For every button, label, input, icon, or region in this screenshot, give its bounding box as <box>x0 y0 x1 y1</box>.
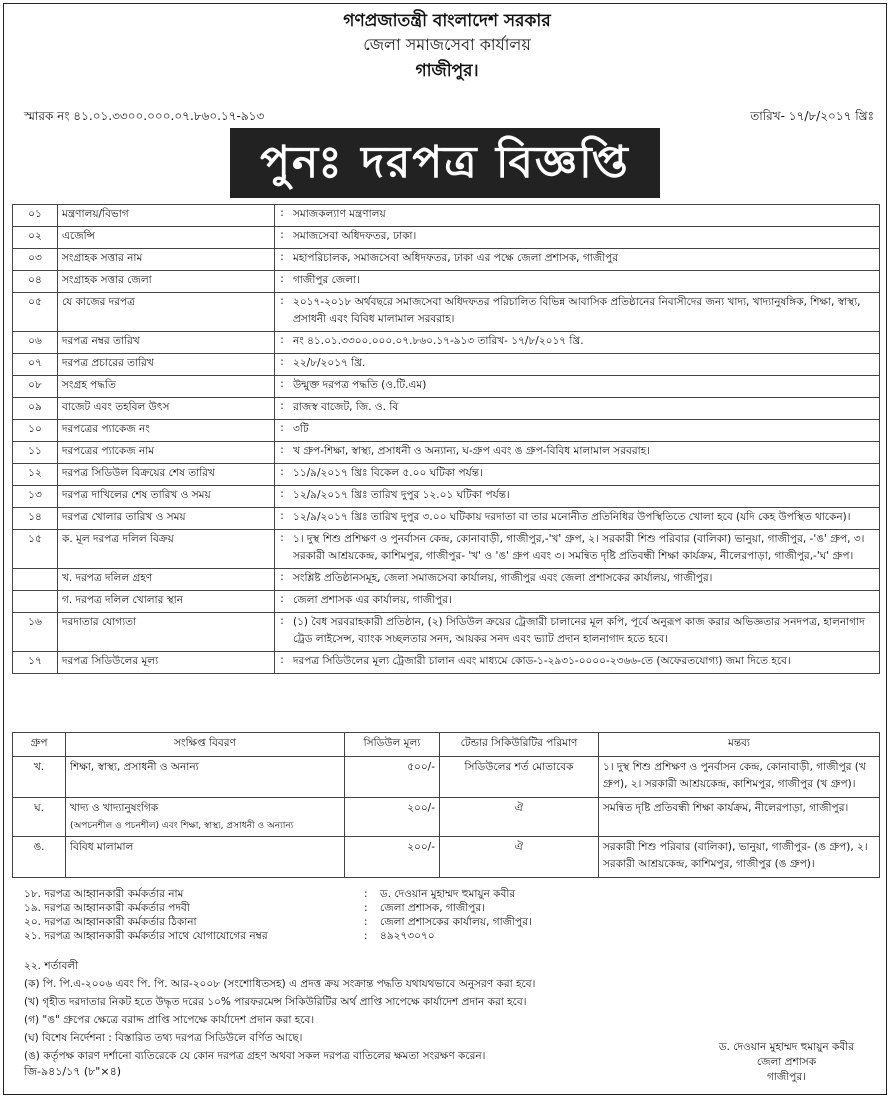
table-row <box>13 249 880 271</box>
signatory-name: ড. দেওয়ান মুহাম্মদ হুমায়ুন কবীর <box>718 1041 854 1053</box>
table-row <box>13 569 880 591</box>
row-value: সমাজকল্যাণ মন্ত্রণালয় <box>289 205 880 227</box>
contact-key: ১৯. দরপত্র আহ্বানকারী কর্মকর্তার পদবী <box>24 902 190 914</box>
group-col-header: টেন্ডার সিকিউরিটির পরিমাণ <box>440 733 599 757</box>
group-row <box>13 757 880 798</box>
signatory-title: জেলা প্রশাসক <box>756 1056 817 1068</box>
row-label: যে কাজের দরপত্র <box>58 293 275 332</box>
row-label: এজেন্সি <box>58 227 275 249</box>
colon-sep: : <box>275 613 290 652</box>
tender-security: ঐ <box>440 798 599 837</box>
signatory-place: গাজীপুর। <box>766 1071 806 1083</box>
colon-sep: : <box>275 205 290 227</box>
row-number: ১২ <box>13 464 58 486</box>
row-label: দরপত্র সিডিউল বিক্রয়ের শেষ তারিখ <box>58 464 275 486</box>
row-label: দরপত্র খোলার তারিখ ও সময় <box>58 508 275 530</box>
group-desc-main: বিবিধ মালামাল <box>70 841 134 853</box>
table-row <box>13 486 880 508</box>
notice-date: তারিখ- ১৭/৮/২০১৭ খ্রিঃ <box>750 109 874 123</box>
contact-info <box>24 887 532 943</box>
group-row <box>13 798 880 837</box>
row-number: ১৩ <box>13 486 58 508</box>
row-label: মন্ত্রণালয়/বিভাগ <box>58 205 275 227</box>
row-value: উন্মুক্ত দরপত্র পদ্ধতি (ও.টি.এম) <box>289 376 880 398</box>
contact-row <box>24 929 532 943</box>
row-label: সংগ্রাহক সত্তার জেলা <box>58 271 275 293</box>
table-row <box>13 464 880 486</box>
row-value: গাজীপুর জেলা। <box>289 271 880 293</box>
group-note: সরকারী শিশু পরিবার (বালিকা), ভানুয়া, গাজীপুর- (ঙ গ্রুপ), ২। সরকারী আশ্রয়কেন্দ্র, কাশিমপুর, গাজীপুর (ঙ গ্রুপ)। <box>599 837 880 878</box>
colon-sep: : <box>275 464 290 486</box>
colon-sep: : <box>275 354 290 376</box>
row-label: দরপত্রের প্যাকেজ নং <box>58 420 275 442</box>
row-number <box>13 591 58 613</box>
colon-sep: : <box>275 249 290 271</box>
schedule-price: ২০০/- <box>345 837 440 878</box>
colon-sep: : <box>275 227 290 249</box>
contact-key: ২১. দরপত্র আহ্বানকারী কর্মকর্তার সাথে যোগাযোগের নম্বর <box>24 930 268 942</box>
memo-number: স্মারক নং ৪১.০১.৩৩০০.০০০.০৭.৮৬০.১৭-৯১৩ <box>24 109 265 123</box>
group-desc <box>66 837 345 878</box>
row-label: দরপত্র নম্বর তারিখ <box>58 332 275 354</box>
group-col-header: সিডিউল মূল্য <box>345 733 440 757</box>
colon-sep: : <box>364 902 368 914</box>
row-number: ১৬ <box>13 613 58 652</box>
table-row <box>13 530 880 569</box>
row-number: ১৪ <box>13 508 58 530</box>
contact-value: জেলা প্রশাসক, গাজীপুর। <box>380 902 485 914</box>
colon-sep: : <box>275 652 290 674</box>
tender-details-table <box>12 204 880 674</box>
colon-sep: : <box>275 271 290 293</box>
row-value: ১১/৯/২০১৭ খ্রিঃ বিকেল ৫.০০ ঘটিকা পর্যন্ত। <box>289 464 880 486</box>
row-number: ১১ <box>13 442 58 464</box>
contact-value: ৪৯২৭৩০৭০ <box>380 930 435 942</box>
row-number: ০৩ <box>13 249 58 271</box>
row-label: বাজেট এবং তহবিল উৎস <box>58 398 275 420</box>
table-row <box>13 398 880 420</box>
row-label: দরপত্র দাখিলের শেষ তারিখ ও সময় <box>58 486 275 508</box>
contact-row <box>24 887 532 901</box>
row-value: রাজস্ব বাজেট, জি. ও. বি <box>289 398 880 420</box>
colon-sep: : <box>275 293 290 332</box>
table-row <box>13 205 880 227</box>
colon-sep: : <box>275 376 290 398</box>
colon-sep: : <box>364 916 368 928</box>
colon-sep: : <box>364 930 368 942</box>
colon-sep: : <box>275 591 290 613</box>
table-row <box>13 442 880 464</box>
contact-value: জেলা প্রশাসকের কার্যালয়, গাজীপুর। <box>380 916 532 928</box>
row-value: নং ৪১.০১.৩৩০০.০০০.০৭.৮৬০.১৭-৯১৩ তারিখ- ১৭/৮/২০১৭ খ্রি. <box>289 332 880 354</box>
row-value: সংশ্লিষ্ট প্রতিষ্ঠানসমূহ, জেলা সমাজসেবা কার্যালয়, গাজীপুর এবং জেলা প্রশাসকের কার্যালয়, গাজীপুর। <box>289 569 880 591</box>
row-number <box>13 569 58 591</box>
row-label: সংগ্রহ পদ্ধতি <box>58 376 275 398</box>
row-number: ০৪ <box>13 271 58 293</box>
signature-block <box>719 1040 854 1085</box>
table-row <box>13 613 880 652</box>
table-row <box>13 652 880 674</box>
row-number: ০৮ <box>13 376 58 398</box>
colon-sep: : <box>364 888 368 900</box>
colon-sep: : <box>275 332 290 354</box>
condition-item: (ঙ) কর্তৃপক্ষ কারণ দর্শানো ব্যতিরেকে যে কোন দরপত্র গ্রহণ অথবা সকল দরপত্র বাতিলের ক্ষমতা সংরক্ষণ করেন। <box>24 1050 486 1062</box>
group-code: ঙ. <box>13 837 66 878</box>
contact-row <box>24 901 532 915</box>
group-row <box>13 837 880 878</box>
row-value: ১২/৯/২০১৭ খ্রিঃ তারিখ দুপুর ১২.০১ ঘটিকা পর্যন্ত। <box>289 486 880 508</box>
schedule-price: ৫০০/- <box>345 757 440 798</box>
group-table <box>12 732 880 878</box>
table-row <box>13 376 880 398</box>
condition-item: (খ) গৃহীত দরদাতার নিকট হতে উদ্ধৃত দরের ১০% পারফরমেন্স সিকিউরিটির অর্থ প্রাপ্তি সাপেক্ষে কার্যাদেশ প্রদান করা হবে। <box>24 996 527 1008</box>
row-number: ০২ <box>13 227 58 249</box>
conditions <box>24 957 535 1065</box>
row-value: মহাপরিচালক, সমাজসেবা অধিদফতর, ঢাকা এর পক্ষে জেলা প্রশাসক, গাজীপুর <box>289 249 880 271</box>
row-value: দরপত্র সিডিউলের মূল্য ট্রেজারী চালান এবং মাধ্যমে কোড-১-২৯৩১-০০০০-২৩৬৬-তে (অফেরতযোগ্য) জমা দিতে হবে। <box>289 652 880 674</box>
colon-sep: : <box>275 486 290 508</box>
row-value: ৩টি <box>289 420 880 442</box>
condition-item: (গ) "ঙ" গ্রুপের ক্ষেত্রে বরাদ্দ প্রাপ্তি সাপেক্ষে কার্যাদেশ প্রদান করা হবে। <box>24 1014 315 1026</box>
table-row <box>13 591 880 613</box>
row-label: ক. মূল দরপত্র দলিল বিক্রয় <box>58 530 275 569</box>
notice-banner: পুনঃ দরপত্র বিজ্ঞপ্তি <box>230 128 660 198</box>
row-label: দরদাতার যোগ্যতা <box>58 613 275 652</box>
table-row <box>13 271 880 293</box>
row-label: গ. দরপত্র দলিল খোলার স্থান <box>58 591 275 613</box>
row-number: ০৫ <box>13 293 58 332</box>
row-value: (১) বৈধ সরবরাহকারী প্রতিষ্ঠান, (২) সিডিউল ক্রয়ের ট্রেজারী চালানের মূল কপি, পূর্বে অনুরূপ কাজ করার অভিজ্ঞতার সনদপত্র, হালনাগাদ ট্রেড লাইসেন্স, ব্যাংক সচ্ছলতার সনদ, আয়কর সনদ এবং ভ্যাট প্রদান হালনাগাদ হতে হবে। <box>289 613 880 652</box>
contact-key: ১৮. দরপত্র আহ্বানকারী কর্মকর্তার নাম <box>24 888 184 900</box>
row-value: খ গ্রুপ-শিক্ষা, স্বাস্থ্য, প্রসাধনী ও অন্যান্য, ঘ-গ্রুপ এবং ঙ গ্রুপ-বিবিধ মালামাল সরবরাহ। <box>289 442 880 464</box>
ad-reference: জি-৯৪১/১৭ (৮"×৪) <box>24 1065 121 1078</box>
row-value: ১। দুস্থ শিশু প্রশিক্ষণ ও পুনর্বাসন কেন্দ্র, কোনাবাড়ী, গাজীপুর,-'খ' গ্রুপ, ২। সরকারী শিশু পরিবার (বালিকা) ভানুয়া, গাজীপুর, -'ঙ' গ্রুপ, ৩। সরকারী আশ্রয়কেন্দ্র, কাশিমপুর, গাজীপুর- 'খ' ও 'ঙ' গ্রুপ এবং ৩। সমন্বিত দৃষ্টি প্রতিবন্ধী শিক্ষা কার্যক্রম, নীলেরপাড়া, গাজীপুর,-'ঘ' গ্রুপ। <box>289 530 880 569</box>
schedule-price: ২০০/- <box>345 798 440 837</box>
tender-security: সিডিউলের শর্ত মোতাবেক <box>440 757 599 798</box>
table-row <box>13 508 880 530</box>
group-note: সমন্বিত দৃষ্টি প্রতিবন্ধী শিক্ষা কার্যক্রম, নীলেরপাড়া, গাজীপুর। <box>599 798 880 837</box>
table-row <box>13 227 880 249</box>
district-title: গাজীপুর। <box>415 61 479 81</box>
condition-item: (ক) পি. পি.এ-২০০৬ এবং পি. পি. আর-২০০৮ (সংশোধিতসহ) এ প্রদত্ত ক্রয় সংক্রান্ত পদ্ধতি যথাযথভাবে অনুসরণ করা হবে। <box>24 978 536 990</box>
office-title: জেলা সমাজসেবা কার্যালয় <box>363 35 531 54</box>
row-label: দরপত্রের প্যাকেজ নাম <box>58 442 275 464</box>
group-code: খ. <box>13 757 66 798</box>
group-desc <box>66 757 345 798</box>
row-label: সংগ্রাহক সত্তার নাম <box>58 249 275 271</box>
row-label: খ. দরপত্র দলিল গ্রহণ <box>58 569 275 591</box>
row-number: ১৫ <box>13 530 58 569</box>
group-desc-sub: (অপচনশীল ও পচনশীল) এবং শিক্ষা, স্বাস্থ্য, প্রসাধনী ও অন্যান্য <box>70 821 294 831</box>
contact-key: ২০. দরপত্র আহ্বানকারী কর্মকর্তার ঠিকানা <box>24 916 197 928</box>
colon-sep: : <box>275 442 290 464</box>
colon-sep: : <box>275 420 290 442</box>
row-number: ০১ <box>13 205 58 227</box>
row-value: ২০১৭-২০১৮ অর্থবছরে সমাজসেবা অধিদফতর পরিচালিত বিভিন্ন আবাসিক প্রতিষ্ঠানের নিবাসীদের জন্য খাদ্য, খাদ্যানুষঙ্গিক, শিক্ষা, স্বাস্থ্য, প্রসাধনী এবং বিবিধ মালামাল সরবরাহ। <box>289 293 880 332</box>
table-row <box>13 293 880 332</box>
group-desc <box>66 798 345 837</box>
table-row <box>13 332 880 354</box>
contact-value: ড. দেওয়ান মুহাম্মদ হুমায়ুন কবীর <box>380 888 516 900</box>
colon-sep: : <box>275 569 290 591</box>
row-number: ১০ <box>13 420 58 442</box>
gov-title: গণপ্রজাতন্ত্রী বাংলাদেশ সরকার <box>343 11 551 31</box>
row-number: ০৯ <box>13 398 58 420</box>
group-desc-main: খাদ্য ও খাদ্যানুষংগিক <box>70 802 159 814</box>
row-number: ০৬ <box>13 332 58 354</box>
group-col-header: সংক্ষিপ্ত বিবরণ <box>66 733 345 757</box>
table-row <box>13 420 880 442</box>
row-value: ১২/৯/২০১৭ খ্রিঃ তারিখ দুপুর ৩.০০ ঘটিকায় দরদাতা বা তার মনোনীত প্রতিনিধির উপস্থিতিতে খোলা হবে (যদি কেহ উপস্থিত থাকেন)। <box>289 508 880 530</box>
colon-sep: : <box>275 508 290 530</box>
row-number: ১৭ <box>13 652 58 674</box>
group-code: ঘ. <box>13 798 66 837</box>
group-note: ১। দুস্থ শিশু প্রশিক্ষণ ও পুনর্বাসন কেন্দ্র, কোনাবাড়ী, গাজীপুর (খ গ্রুপ), ২। সরকারী আশ্রয়কেন্দ্র, কাশিমপুর, গাজীপুর (খ গ্রুপ)। <box>599 757 880 798</box>
row-value: ২২/৮/২০১৭ খ্রি. <box>289 354 880 376</box>
condition-item: (ঘ) বিশেষ নির্দেশনা : বিস্তারিত তথ্য দরপত্র সিডিউলে বর্ণিত আছে। <box>24 1032 303 1044</box>
row-value: সমাজসেবা অধিদফতর, ঢাকা। <box>289 227 880 249</box>
tender-security: ঐ <box>440 837 599 878</box>
table-row <box>13 354 880 376</box>
group-col-header: মন্তব্য <box>599 733 880 757</box>
colon-sep: : <box>275 530 290 569</box>
colon-sep: : <box>275 398 290 420</box>
row-value: জেলা প্রশাসক এর কার্যালয়, গাজীপুর। <box>289 591 880 613</box>
group-col-header: গ্রুপ <box>13 733 66 757</box>
conditions-title: ২২. শর্তাবলী <box>24 960 79 972</box>
group-desc-main: শিক্ষা, স্বাস্থ্য, প্রসাধনী ও অনান্য <box>70 761 199 773</box>
contact-row <box>24 915 532 929</box>
row-label: দরপত্র প্রচারের তারিখ <box>58 354 275 376</box>
row-label: দরপত্র সিডিউলের মূল্য <box>58 652 275 674</box>
row-number: ০৭ <box>13 354 58 376</box>
